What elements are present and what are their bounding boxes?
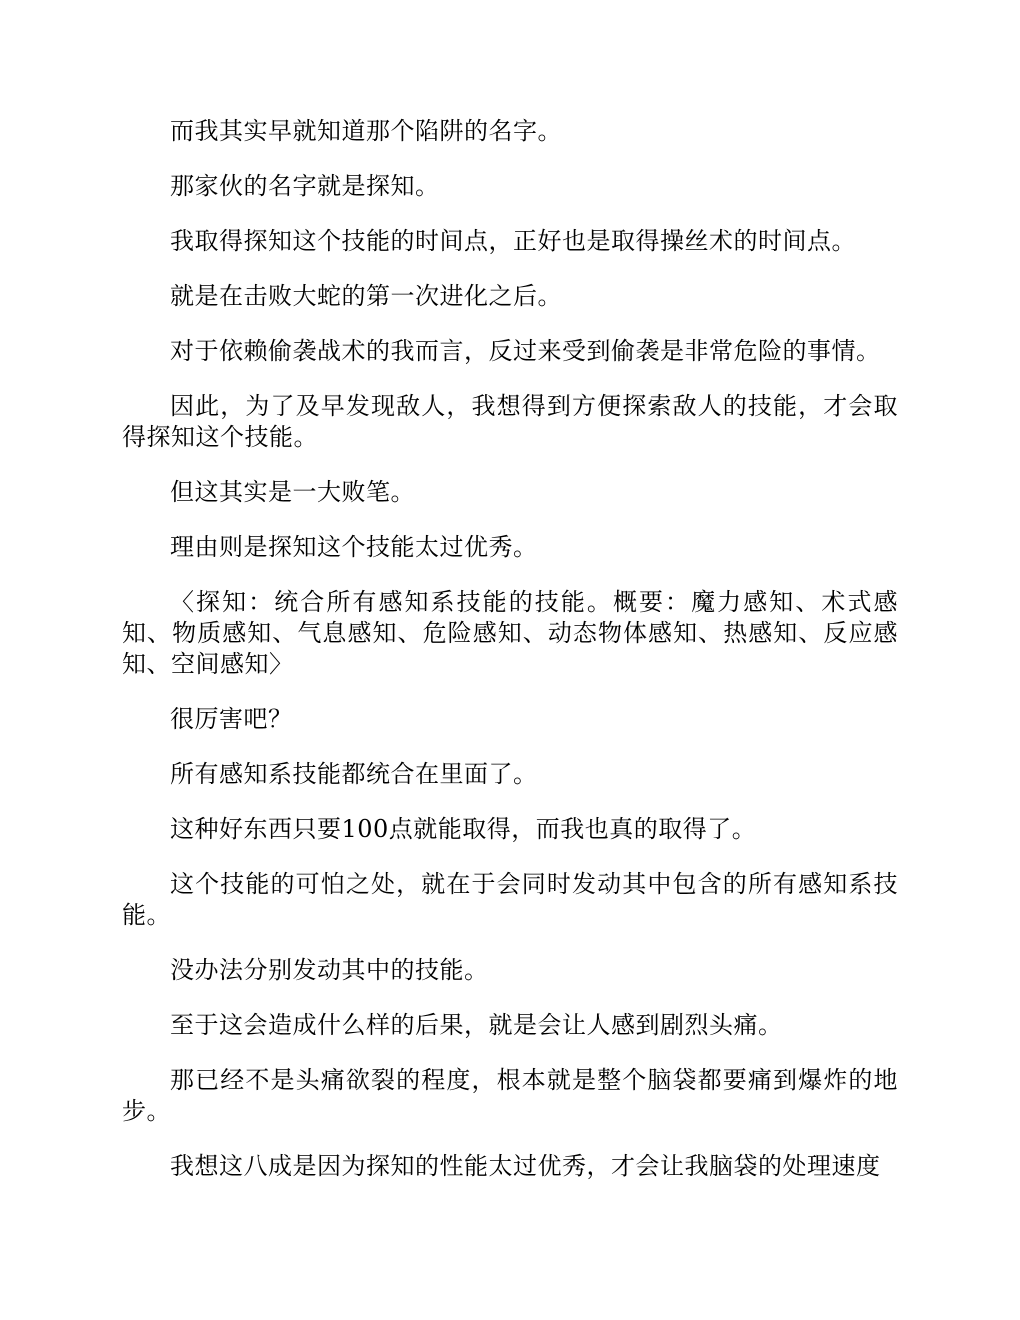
paragraph: 我想这八成是因为探知的性能太过优秀，才会让我脑袋的处理速度 xyxy=(170,1152,881,1180)
paragraph: 对于依赖偷袭战术的我而言，反过来受到偷袭是非常危险的事情。 xyxy=(170,337,881,365)
paragraph: 所有感知系技能都统合在里面了。 xyxy=(170,760,538,788)
paragraph: 理由则是探知这个技能太过优秀。 xyxy=(170,533,538,561)
paragraph: 而我其实早就知道那个陷阱的名字。 xyxy=(170,117,562,145)
paragraph: 但这其实是一大败笔。 xyxy=(170,478,415,506)
paragraph: 那家伙的名字就是探知。 xyxy=(170,172,440,200)
paragraph: 就是在击败大蛇的第一次进化之后。 xyxy=(170,282,562,310)
paragraph: 这个技能的可怕之处，就在于会同时发动其中包含的所有感知系技能。 xyxy=(122,870,898,929)
paragraph: 我取得探知这个技能的时间点，正好也是取得操丝术的时间点。 xyxy=(170,227,856,255)
paragraph: 这种好东西只要100点就能取得，而我也真的取得了。 xyxy=(170,815,757,843)
skill-description: 〈探知：统合所有感知系技能的技能。概要：魔力感知、术式感知、物质感知、气息感知、危险感知、动态物体感知、热感知、反应感知、空间感知〉 xyxy=(122,588,898,678)
paragraph: 那已经不是头痛欲裂的程度，根本就是整个脑袋都要痛到爆炸的地步。 xyxy=(122,1066,898,1125)
document-page xyxy=(122,116,898,1206)
paragraph: 至于这会造成什么样的后果，就是会让人感到剧烈头痛。 xyxy=(170,1011,783,1039)
paragraph: 很厉害吧？ xyxy=(170,705,293,733)
paragraph: 没办法分别发动其中的技能。 xyxy=(170,956,489,984)
paragraph: 因此，为了及早发现敌人，我想得到方便探索敌人的技能，才会取得探知这个技能。 xyxy=(122,392,898,451)
